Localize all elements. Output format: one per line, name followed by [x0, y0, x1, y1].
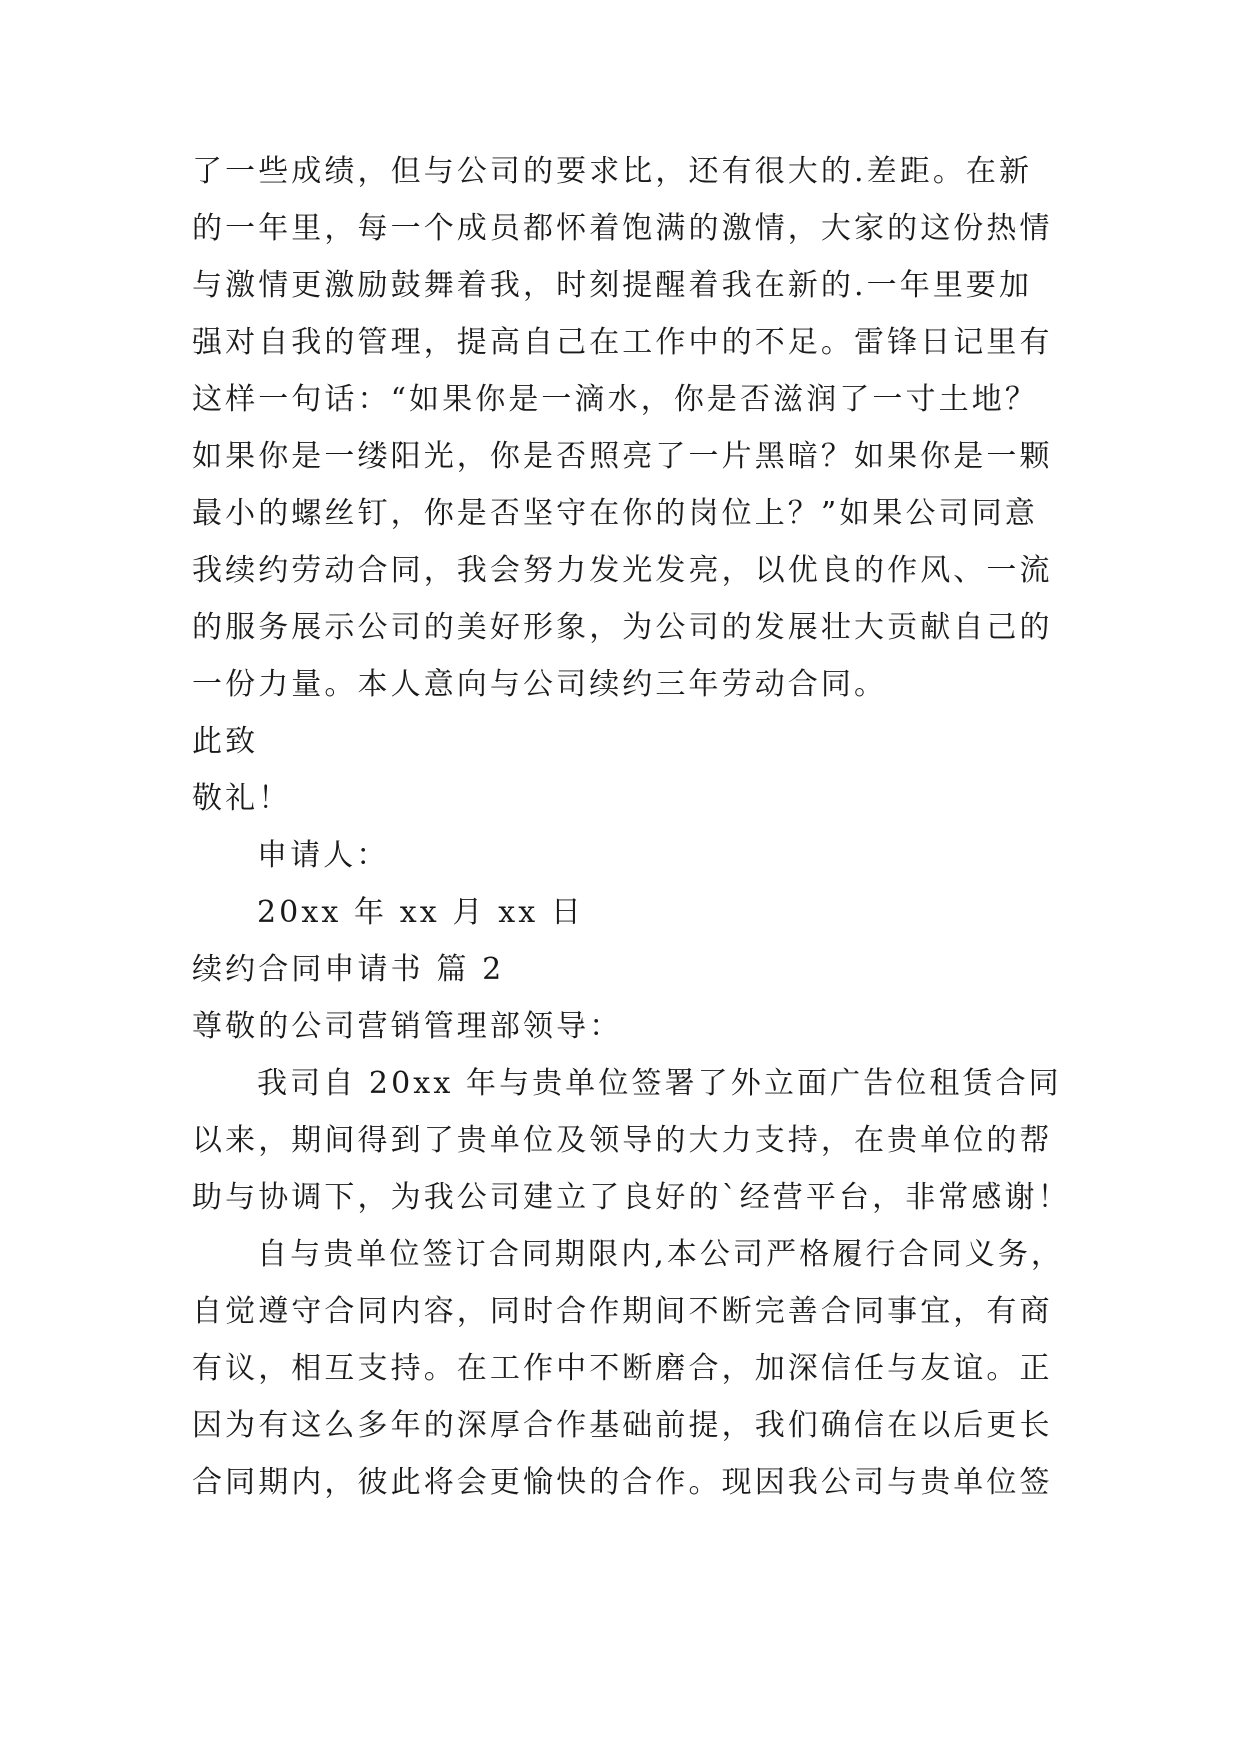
- section-title: 续约合同申请书 篇 2: [192, 952, 505, 987]
- paragraph-line: 我司自 20xx 年与贵单位签署了外立面广告位租赁合同: [257, 1066, 1062, 1101]
- paragraph-line: 强对自我的管理，提高自己在工作中的不足。雷锋日记里有: [192, 325, 1053, 360]
- paragraph-line: 自觉遵守合同内容，同时合作期间不断完善合同事宜，有商: [192, 1294, 1053, 1329]
- closing-greeting: 此致: [192, 724, 259, 759]
- paragraph-line: 这样一句话：“如果你是一滴水，你是否滋润了一寸土地？: [192, 382, 1038, 417]
- paragraph-line: 的一年里，每一个成员都怀着饱满的激情，大家的这份热情: [192, 211, 1053, 246]
- paragraph-line: 有议，相互支持。在工作中不断磨合，加深信任与友谊。正: [192, 1351, 1053, 1386]
- paragraph-line: 因为有这么多年的深厚合作基础前提，我们确信在以后更长: [192, 1408, 1053, 1443]
- paragraph-line: 与激情更激励鼓舞着我，时刻提醒着我在新的.一年里要加: [192, 268, 1033, 303]
- paragraph-line: 一份力量。本人意向与公司续约三年劳动合同。: [192, 667, 888, 702]
- paragraph-line: 如果你是一缕阳光，你是否照亮了一片黑暗？如果你是一颗: [192, 439, 1053, 474]
- date-line: 20xx 年 xx 月 xx 日: [257, 895, 584, 930]
- paragraph-line: 以来，期间得到了贵单位及领导的大力支持，在贵单位的帮: [192, 1123, 1053, 1158]
- paragraph-line: 最小的螺丝钉，你是否坚守在你的岗位上？”如果公司同意: [192, 496, 1038, 531]
- paragraph-line: 我续约劳动合同，我会努力发光发亮，以优良的作风、一流: [192, 553, 1053, 588]
- paragraph-line: 自与贵单位签订合同期限内,本公司严格履行合同义务，: [257, 1237, 1065, 1272]
- salutation: 尊敬的公司营销管理部领导：: [192, 1009, 623, 1044]
- paragraph-line: 的服务展示公司的美好形象，为公司的发展壮大贡献自己的: [192, 610, 1053, 645]
- applicant-label: 申请人：: [257, 838, 390, 873]
- paragraph-line: 助与协调下，为我公司建立了良好的`经营平台，非常感谢！: [192, 1180, 1071, 1215]
- paragraph-line: 了一些成绩，但与公司的要求比，还有很大的.差距。在新: [192, 154, 1033, 189]
- paragraph-line: 合同期内，彼此将会更愉快的合作。现因我公司与贵单位签: [192, 1465, 1053, 1500]
- closing-regards: 敬礼！: [192, 781, 292, 816]
